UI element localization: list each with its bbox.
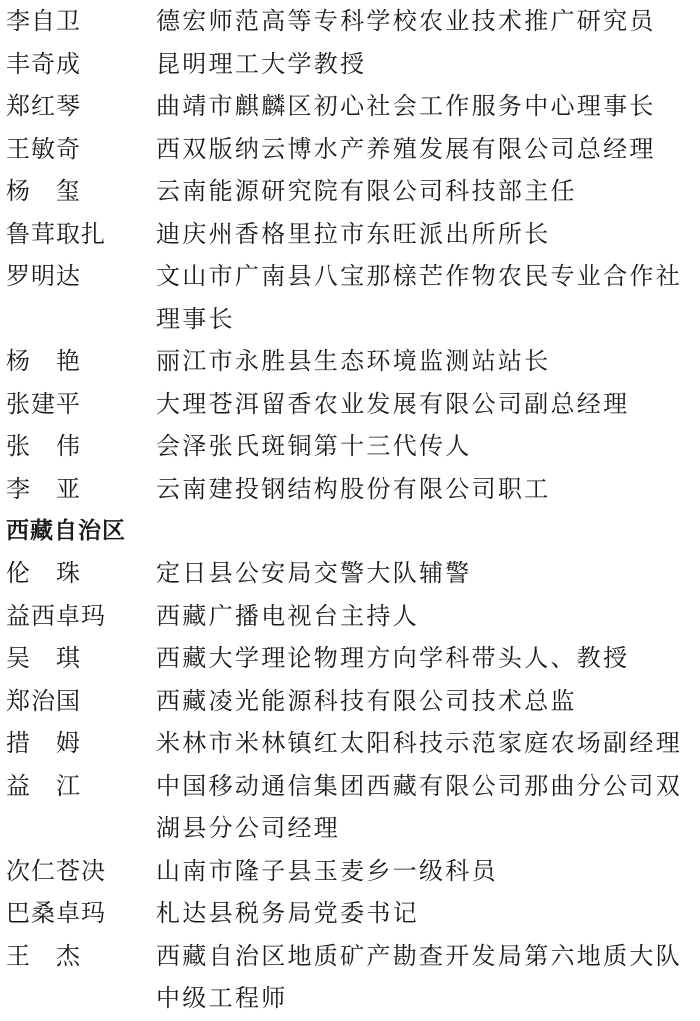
person-title: 迪庆州香格里拉市东旺派出所所长 bbox=[156, 219, 551, 248]
person-name: 张 伟 bbox=[6, 432, 81, 460]
list-item bbox=[6, 0, 696, 43]
person-name: 益西卓玛 bbox=[6, 601, 106, 630]
person-title: 西藏凌光能源科技有限公司技术总监 bbox=[156, 686, 577, 715]
person-title: 会泽张氏斑铜第十三代传人 bbox=[156, 432, 472, 460]
list-item bbox=[6, 43, 696, 86]
person-name: 王 杰 bbox=[6, 941, 81, 970]
person-name: 罗明达 bbox=[6, 262, 81, 290]
person-title: 西藏广播电视台主持人 bbox=[156, 601, 419, 630]
person-name: 王敏奇 bbox=[6, 134, 81, 163]
list-item bbox=[6, 85, 696, 128]
person-name: 益 江 bbox=[6, 771, 81, 800]
person-title: 定日县公安局交警大队辅警 bbox=[156, 559, 472, 587]
person-name: 张建平 bbox=[6, 389, 81, 418]
person-name: 郑治国 bbox=[6, 686, 81, 715]
person-name: 巴桑卓玛 bbox=[6, 899, 106, 927]
person-name: 次仁苍决 bbox=[6, 856, 106, 885]
list-item bbox=[6, 850, 696, 893]
list-item bbox=[6, 340, 696, 383]
person-title: 西藏自治区地质矿产勘查开发局第六地质大队中级工程师 bbox=[156, 941, 682, 1012]
person-name: 郑红琴 bbox=[6, 92, 81, 120]
person-title: 曲靖市麒麟区初心社会工作服务中心理事长 bbox=[156, 92, 656, 120]
list-item bbox=[6, 213, 696, 256]
list-item bbox=[6, 468, 696, 511]
person-name: 李自卫 bbox=[6, 7, 81, 35]
person-name: 丰奇成 bbox=[6, 49, 81, 78]
list-item bbox=[6, 722, 696, 765]
person-title: 云南建投钢结构股份有限公司职工 bbox=[156, 474, 551, 503]
list-item bbox=[6, 383, 696, 426]
list-item bbox=[6, 170, 696, 213]
person-title: 西藏大学理论物理方向学科带头人、教授 bbox=[156, 644, 630, 672]
person-name: 伦 珠 bbox=[6, 559, 81, 587]
list-item bbox=[6, 255, 696, 340]
person-name: 杨 玺 bbox=[6, 177, 81, 205]
list-item bbox=[6, 637, 696, 680]
list-item bbox=[6, 128, 696, 171]
person-title: 昆明理工大学教授 bbox=[156, 49, 367, 78]
list-item bbox=[6, 892, 696, 935]
person-title: 米林市米林镇红太阳科技示范家庭农场副经理 bbox=[156, 729, 682, 757]
person-title: 云南能源研究院有限公司科技部主任 bbox=[156, 177, 577, 205]
person-title: 文山市广南县八宝那榇芒作物农民专业合作社理事长 bbox=[156, 262, 682, 333]
person-title: 大理苍洱留香农业发展有限公司副总经理 bbox=[156, 389, 630, 418]
person-title: 西双版纳云博水产养殖发展有限公司总经理 bbox=[156, 134, 656, 163]
list-item bbox=[6, 935, 696, 1020]
list-item bbox=[6, 765, 696, 850]
list-item bbox=[6, 595, 696, 638]
person-title: 丽江市永胜县生态环境监测站站长 bbox=[156, 347, 551, 375]
person-title: 中国移动通信集团西藏有限公司那曲分公司双湖县分公司经理 bbox=[156, 771, 682, 842]
person-name: 吴 琪 bbox=[6, 644, 81, 672]
section-heading: 西藏自治区 bbox=[6, 518, 126, 544]
person-title: 山南市隆子县玉麦乡一级科员 bbox=[156, 856, 498, 885]
honoree-list bbox=[6, 0, 696, 1020]
person-name: 杨 艳 bbox=[6, 347, 81, 375]
person-name: 鲁茸取扎 bbox=[6, 219, 106, 248]
person-name: 措 姆 bbox=[6, 729, 81, 757]
person-name: 李 亚 bbox=[6, 474, 81, 503]
list-item bbox=[6, 680, 696, 723]
person-title: 德宏师范高等专科学校农业技术推广研究员 bbox=[156, 7, 656, 35]
list-item bbox=[6, 425, 696, 468]
list-item bbox=[6, 552, 696, 595]
person-title: 札达县税务局党委书记 bbox=[156, 899, 419, 927]
